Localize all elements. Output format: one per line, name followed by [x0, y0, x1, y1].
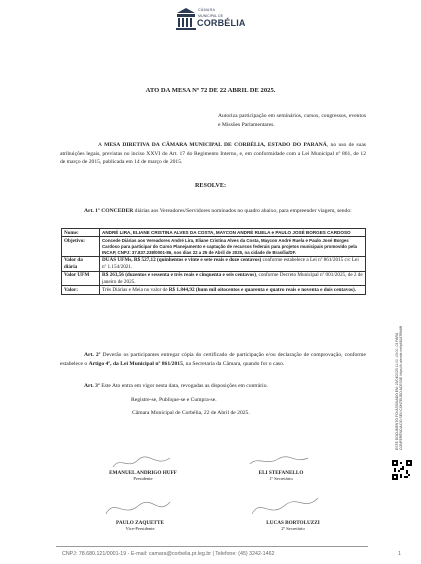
table-row — [62, 229, 366, 237]
article-1-verb: CONCEDER — [99, 208, 134, 214]
valor-diaria-bold: DUAS UFMs, R$ 527,12 (quinhentos e vinte e sete reais e doze centavos) — [102, 257, 262, 264]
signer-role: Presidente — [133, 476, 153, 481]
signature-block-president — [88, 470, 198, 481]
article-3-text: Este Ato entra em vigor nesta data, revogadas as disposições em contrário. — [99, 383, 268, 389]
valor-pre: Três Diárias e Meia no valor de — [102, 286, 169, 293]
article-2-bold: Artigo 4º, da Lei Municipal nº 861/2015 — [88, 360, 183, 367]
signature-block-vice — [85, 520, 195, 531]
preamble — [60, 141, 366, 167]
signer-role: 2º Secretário — [281, 526, 305, 531]
per-diem-table — [61, 228, 366, 295]
footer-contact: CNPJ: 78.680.121/0001-19 - E-mail: camara@corbelia.pr.leg.br | Telefone: (45) 3242-1462 — [62, 551, 275, 557]
nome-label: Nome: — [62, 229, 100, 237]
signer-name: PAULO ZAQUETTE — [116, 520, 164, 526]
table-row — [62, 286, 366, 294]
valor-ufm-value — [100, 271, 366, 286]
qr-code-icon[interactable] — [392, 460, 412, 480]
building-icon — [176, 8, 196, 32]
document-title: ATO DA MESA Nº 72 DE 22 ABRIL DE 2025. — [145, 87, 276, 94]
page-number: 1 — [398, 551, 401, 557]
article-1-text: diárias aos Vereadores/Servidores nominados no quadro abaixo, para empreender viagem, sendo: — [133, 208, 352, 214]
signature-mark-secretary2 — [246, 494, 324, 522]
article-2-post: , na Secretaria da Câmara, quando for o caso. — [182, 360, 285, 367]
chamber-logo — [176, 6, 246, 38]
closing-register: Registre-se, Publique-se e Cumpra-se. — [131, 397, 217, 403]
article-2 — [60, 351, 366, 368]
table-row — [62, 271, 366, 286]
valor-ufm-bold: R$ 263,56 (duzentos e sessenta e três reais e cinquenta e seis centavos) — [102, 272, 256, 279]
signature-block-secretary2 — [238, 520, 348, 531]
valor-value — [100, 286, 366, 294]
table-row — [62, 256, 366, 271]
digital-signature-stamp: ESTE DOCUMENTO FOI ASSINADO EM: 23/04/2025 11:00 -03:00 -03 PARA CONFERÊNCIA DO SEU CONTEÚDO ACESSE https://c.atende.net/p68187f9b8ff — [395, 326, 404, 450]
valor-label: Valor: — [62, 286, 100, 294]
signature-block-secretary1 — [226, 470, 336, 481]
valor-diaria-value — [100, 256, 366, 271]
signer-name: LUCAS BORTOLUZZI — [266, 520, 320, 526]
nome-value: ANDRÉ LIRA, ELIANE CRISTINA ALVES DA COSTA, MAYCON ANDRÉ RUELA e PAULO JOSÉ BORGES CARDOSO — [100, 229, 366, 237]
footer-divider — [56, 546, 368, 547]
signer-name: EMANUEL ANDRIGO HUFF — [109, 470, 177, 476]
article-2-pre: Deverão os participantes entregar cópia do certificado de participação e/ou declaração de comprovação, conforme estabelece o — [60, 352, 367, 367]
signer-role: Vice-Presidente — [125, 526, 155, 531]
preamble-lead: A — [98, 142, 105, 148]
logo-text-name: CORBÉLIA — [197, 18, 246, 28]
preamble-rest: , no uso de suas atribuições legais, previstas no inciso XXVI do Art. 17 do Regimento Interno, e, em conformidade com a Lei Municipal nº 861, de 12 de março de 2015, publicada em 14 de março de 2015. — [60, 142, 366, 166]
signature-mark-vice — [98, 496, 178, 522]
article-3 — [60, 382, 366, 391]
logo-text-top: CÂMARA — [198, 8, 216, 12]
signer-role: 1º Secretário — [269, 476, 293, 481]
closing-place-date: Câmara Municipal de Corbélia, 22 de Abril de 2025. — [132, 410, 250, 416]
objetivo-label: Objetivo: — [62, 237, 100, 256]
objetivo-value: Concede Diárias aos Vereadores André Lira, Eliane Cristina Alves da Costa, Maycon André Ruela e Paulo José Borges Cardoso para participar do Curso Planejamento e captação de recursos federais para projetos municipais promovido pela INCAP, CNPJ: 37.837.238/0001-86, nos dias 22 a 25 de Abril de 2025, na cidade de Brasília/DF. — [100, 237, 366, 256]
article-1 — [60, 207, 366, 216]
valor-bold: R$ 1.844,92 (hum mil oitocentos e quarenta e quatro reais e noventa e dois centavos). — [168, 286, 356, 293]
table-row — [62, 237, 366, 256]
logo-text-mid: MUNICIPAL DE — [198, 14, 224, 18]
signature-mark-secretary1 — [244, 450, 314, 472]
signer-name: ELI STEFANELLO — [258, 470, 304, 476]
valor-diaria-rest: conforme estabelece a Lei nº 861/2015 c/c Lei nº 1.154/2021. — [102, 257, 359, 270]
valor-diaria-label: Valor da diária — [62, 256, 100, 271]
preamble-bold: MESA DIRETIVA DA CÂMARA MUNICIPAL DE CORBÉLIA, ESTADO DO PARANÁ — [104, 142, 327, 148]
valor-ufm-label: Valor UFM — [62, 271, 100, 286]
valor-ufm-rest: , conforme Decreto Municipal nº 001/2025, de 2 de janeiro de 2025. — [102, 272, 363, 285]
article-2-label: Art. 2º — [84, 352, 101, 358]
resolve-heading: RESOLVE: — [194, 182, 227, 189]
article-3-label: Art. 3º — [84, 383, 100, 389]
article-1-label: Art. 1º — [84, 208, 100, 214]
document-summary: Autoriza participação em seminários, cursos, congressos, eventos e Missões Parlamentares. — [218, 113, 366, 128]
